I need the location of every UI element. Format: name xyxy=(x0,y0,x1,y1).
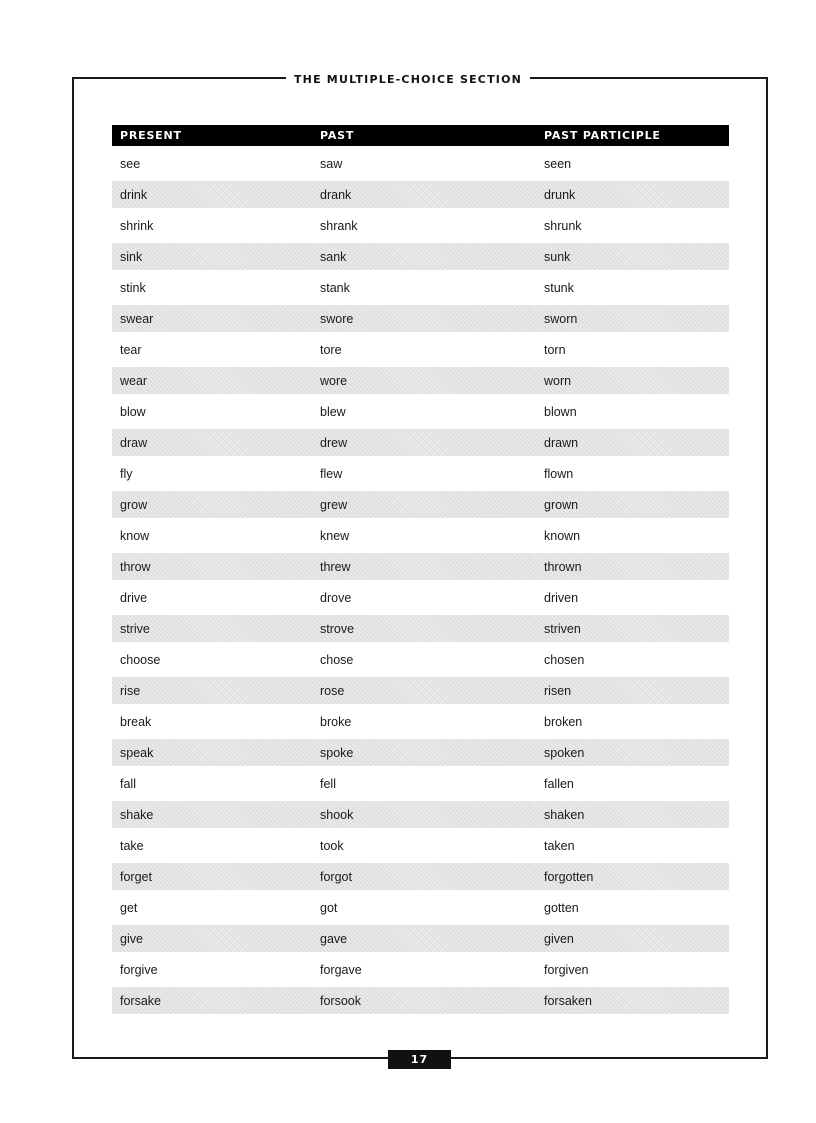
past-participle-cell: torn xyxy=(544,342,566,357)
past-participle-cell: thrown xyxy=(536,551,729,582)
past-participle-cell: known xyxy=(544,528,581,543)
present-cell: fall xyxy=(120,776,136,791)
past-cell: forgot xyxy=(312,861,536,892)
table-row xyxy=(112,427,729,458)
past-participle-cell: forgotten xyxy=(536,861,729,892)
past-cell: got xyxy=(320,900,338,915)
past-participle-cell: fallen xyxy=(544,776,574,791)
table-row xyxy=(112,706,729,737)
header-row xyxy=(112,125,729,148)
table-row xyxy=(112,985,729,1014)
present-cell: know xyxy=(120,528,150,543)
table-row xyxy=(112,737,729,768)
past-participle-cell: drunk xyxy=(536,179,729,210)
past-cell: blew xyxy=(320,404,346,419)
table-row xyxy=(112,334,729,365)
past-participle-cell: striven xyxy=(536,613,729,644)
verb-table-body xyxy=(112,148,729,1014)
table-row xyxy=(112,241,729,272)
present-cell: stink xyxy=(120,280,146,295)
table-row xyxy=(112,644,729,675)
table-row xyxy=(112,520,729,551)
past-cell: fell xyxy=(320,776,336,791)
table-row xyxy=(112,210,729,241)
present-cell: swear xyxy=(112,303,312,334)
table-row xyxy=(112,551,729,582)
past-cell: broke xyxy=(320,714,352,729)
past-participle-cell: taken xyxy=(544,838,575,853)
past-cell: took xyxy=(320,838,344,853)
past-cell: spoke xyxy=(312,737,536,768)
past-participle-cell: seen xyxy=(544,156,572,171)
past-cell: strove xyxy=(312,613,536,644)
table-row xyxy=(112,768,729,799)
past-participle-cell: gotten xyxy=(544,900,579,915)
present-cell: grow xyxy=(112,489,312,520)
past-cell: stank xyxy=(320,280,350,295)
past-cell: forgave xyxy=(320,962,362,977)
column-header-past: PAST xyxy=(312,125,536,148)
past-cell: forsook xyxy=(312,985,536,1014)
table-row xyxy=(112,923,729,954)
present-cell: see xyxy=(120,156,141,171)
past-cell: tore xyxy=(320,342,342,357)
present-cell: drink xyxy=(112,179,312,210)
past-cell: grew xyxy=(312,489,536,520)
past-participle-cell: drawn xyxy=(536,427,729,458)
column-header-past-participle: PAST PARTICIPLE xyxy=(536,125,729,148)
table-row xyxy=(112,396,729,427)
present-cell: speak xyxy=(112,737,312,768)
table-row xyxy=(112,861,729,892)
past-participle-cell: blown xyxy=(544,404,577,419)
past-cell: drove xyxy=(320,590,352,605)
past-participle-cell: chosen xyxy=(544,652,585,667)
present-cell: shrink xyxy=(120,218,154,233)
past-cell: threw xyxy=(312,551,536,582)
past-participle-cell: stunk xyxy=(544,280,574,295)
section-title: THE MULTIPLE-CHOICE SECTION xyxy=(286,73,530,87)
past-cell: drank xyxy=(312,179,536,210)
table-row xyxy=(112,892,729,923)
past-participle-cell: shaken xyxy=(536,799,729,830)
past-participle-cell: sunk xyxy=(536,241,729,272)
present-cell: forsake xyxy=(112,985,312,1014)
present-cell: fly xyxy=(120,466,133,481)
table-row xyxy=(112,272,729,303)
past-cell: sank xyxy=(312,241,536,272)
past-cell: swore xyxy=(312,303,536,334)
present-cell: shake xyxy=(112,799,312,830)
present-cell: take xyxy=(120,838,144,853)
table-row xyxy=(112,675,729,706)
table-row xyxy=(112,954,729,985)
past-participle-cell: worn xyxy=(536,365,729,396)
past-participle-cell: grown xyxy=(536,489,729,520)
past-participle-cell: given xyxy=(536,923,729,954)
present-cell: forget xyxy=(112,861,312,892)
present-cell: get xyxy=(120,900,138,915)
past-cell: saw xyxy=(320,156,343,171)
past-cell: shrank xyxy=(320,218,358,233)
past-participle-cell: spoken xyxy=(536,737,729,768)
past-cell: knew xyxy=(320,528,350,543)
past-participle-cell: flown xyxy=(544,466,574,481)
table-row xyxy=(112,799,729,830)
table-row xyxy=(112,458,729,489)
past-cell: gave xyxy=(312,923,536,954)
past-cell: shook xyxy=(312,799,536,830)
verb-table-header xyxy=(112,125,729,148)
column-header-present: PRESENT xyxy=(112,125,312,148)
table-row xyxy=(112,489,729,520)
past-participle-cell: forsaken xyxy=(536,985,729,1014)
past-cell: flew xyxy=(320,466,343,481)
present-cell: rise xyxy=(112,675,312,706)
present-cell: forgive xyxy=(120,962,158,977)
past-cell: drew xyxy=(312,427,536,458)
past-cell: rose xyxy=(312,675,536,706)
present-cell: tear xyxy=(120,342,142,357)
past-participle-cell: driven xyxy=(544,590,579,605)
present-cell: sink xyxy=(112,241,312,272)
present-cell: give xyxy=(112,923,312,954)
present-cell: throw xyxy=(112,551,312,582)
table-row xyxy=(112,582,729,613)
present-cell: wear xyxy=(112,365,312,396)
present-cell: strive xyxy=(112,613,312,644)
table-row xyxy=(112,830,729,861)
past-cell: wore xyxy=(312,365,536,396)
present-cell: drive xyxy=(120,590,148,605)
present-cell: choose xyxy=(120,652,161,667)
past-participle-cell: risen xyxy=(536,675,729,706)
past-participle-cell: forgiven xyxy=(544,962,589,977)
verb-table xyxy=(112,125,729,1014)
present-cell: blow xyxy=(120,404,146,419)
past-participle-cell: broken xyxy=(544,714,583,729)
past-participle-cell: sworn xyxy=(536,303,729,334)
table-row xyxy=(112,303,729,334)
page-number: 17 xyxy=(388,1050,451,1069)
table-row xyxy=(112,148,729,179)
present-cell: break xyxy=(120,714,152,729)
table-row xyxy=(112,365,729,396)
table-row xyxy=(112,179,729,210)
past-cell: chose xyxy=(320,652,354,667)
past-participle-cell: shrunk xyxy=(544,218,582,233)
present-cell: draw xyxy=(112,427,312,458)
table-row xyxy=(112,613,729,644)
